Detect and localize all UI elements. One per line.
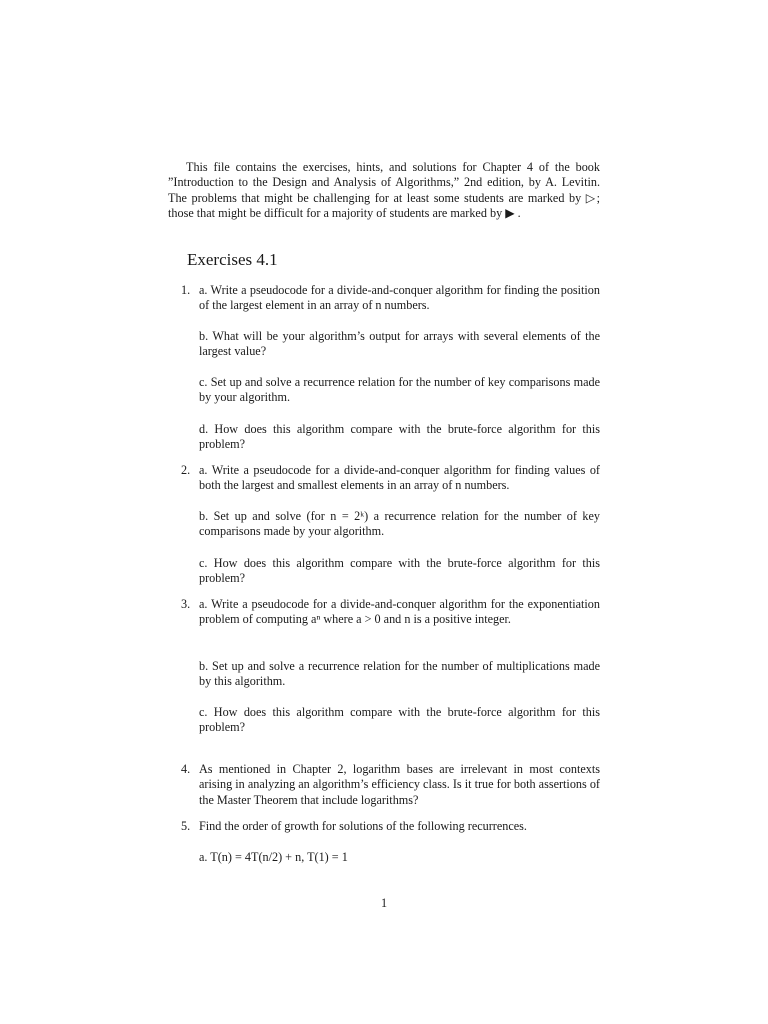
exercise-number: 2. bbox=[181, 463, 191, 477]
exercise-3c: c. How does this algorithm compare with the brute-force algorithm for this problem? bbox=[199, 705, 600, 735]
exercise-1c: c. Set up and solve a recurrence relation for the number of key comparisons made by your algorithm. bbox=[199, 375, 600, 405]
exercise-1a: a. Write a pseudocode for a divide-and-conquer algorithm for finding the position of the largest element in an array of n numbers. bbox=[199, 283, 600, 313]
exercise-number: 3. bbox=[181, 597, 191, 611]
exercise-4-text: As mentioned in Chapter 2, logarithm bases are irrelevant in most contexts arising in analyzing an algorithm’s efficiency class. Is it true for both assertions of the Master Theorem that include logarithms? bbox=[199, 762, 600, 807]
section-heading: Exercises 4.1 bbox=[187, 250, 278, 269]
exercise-5a: a. T(n) = 4T(n/2) + n, T(1) = 1 bbox=[199, 850, 348, 864]
page-number: 1 bbox=[380, 896, 388, 910]
exercise-2b: b. Set up and solve (for n = 2ᵏ) a recurrence relation for the number of key comparisons made by your algorithm. bbox=[199, 509, 600, 539]
exercise-3a: a. Write a pseudocode for a divide-and-conquer algorithm for the exponentiation problem of computing aⁿ where a > 0 and n is a positive integer. bbox=[199, 597, 600, 627]
intro-paragraph: This file contains the exercises, hints, and solutions for Chapter 4 of the book ”Introduction to the Design and Analysis of Algorithms,” 2nd edition, by A. Levitin. The problems that might be challenging for at least some students are marked by ▷; those that might be difficult for a majority of students are marked by ▶ . bbox=[168, 160, 600, 221]
exercise-2a: a. Write a pseudocode for a divide-and-conquer algorithm for finding values of both the largest and smallest elements in an array of n numbers. bbox=[199, 463, 600, 493]
exercise-3b: b. Set up and solve a recurrence relation for the number of multiplications made by this algorithm. bbox=[199, 659, 600, 689]
exercise-2c: c. How does this algorithm compare with the brute-force algorithm for this problem? bbox=[199, 556, 600, 586]
exercise-number: 4. bbox=[181, 762, 191, 776]
exercise-number: 5. bbox=[181, 819, 191, 833]
exercise-5-text: Find the order of growth for solutions of the following recurrences. bbox=[199, 819, 527, 833]
exercise-1d: d. How does this algorithm compare with the brute-force algorithm for this problem? bbox=[199, 422, 600, 452]
exercise-number: 1. bbox=[181, 283, 191, 297]
exercise-1b: b. What will be your algorithm’s output for arrays with several elements of the largest value? bbox=[199, 329, 600, 359]
